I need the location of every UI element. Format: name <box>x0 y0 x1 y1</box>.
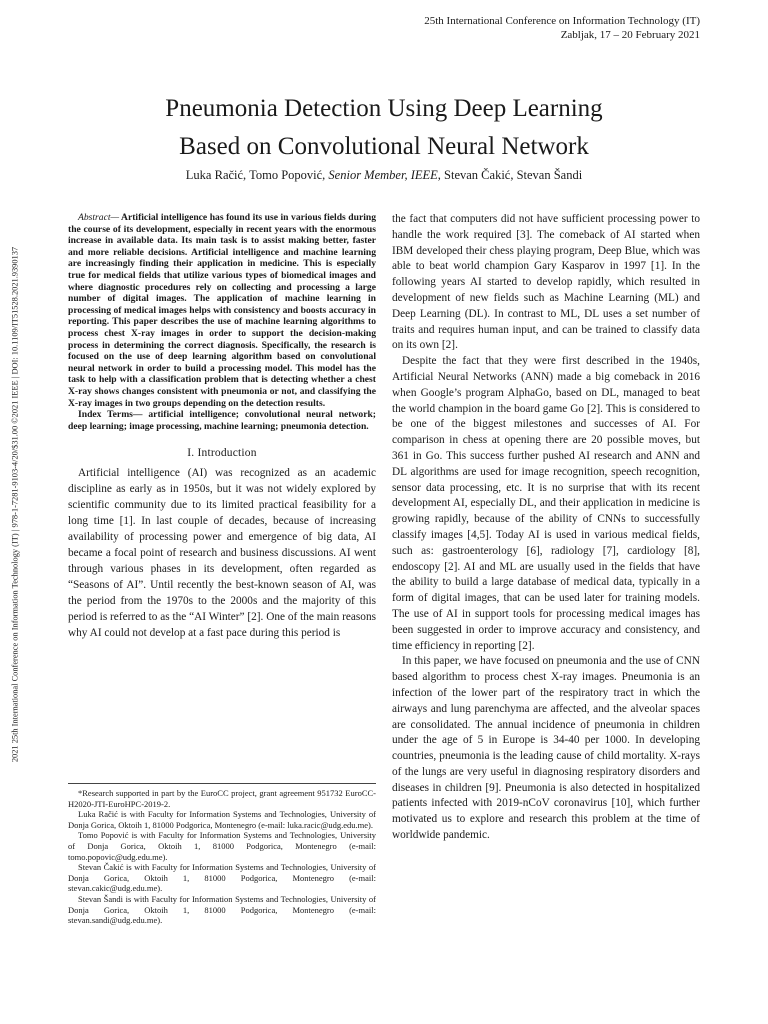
body-paragraph-1: the fact that computers did not have sufficient processing power to handle the work required [3]. The comeback of AI started when IBM developed their chess playing program, Deep Blue, which was able to beat world champion Gary Kasparov in 1997 [1]. In the following years AI started to develop rapidly, which resulted in development of new fields such as Machine Learning (ML) and Deep Learning (DL). In contrast to ML, DL uses a set number of traits and requires human input, and can be trained to classify data on its own [2]. <box>392 213 700 352</box>
abstract <box>68 212 376 409</box>
conference-header <box>424 14 700 42</box>
intro-paragraph-1: Artificial intelligence (AI) was recognized as an academic discipline as early as in 1950s, but it was not widely explored by scientific community due to its limited practical feasibility for a long time [1]. In last couple of decades, because of increasing availability of processing power and emergence of big data, AI became a focal point of research and business discussions. AI went through various phases in its development, often regarded as “Seasons of AI”. Until recently the best-known season of AI, was the period from the 1970s to the 2000s and the majority of this period is referred to as the “AI Winter” [2]. One of the main reasons why AI could not develop at a fast pace during this period is <box>68 466 376 639</box>
abstract-label: Abstract— <box>78 212 120 223</box>
footnote-funding: *Research supported in part by the EuroCC project, grant agreement 951732 EuroCC-H2020-JTI-EuroHPC-2019-2. <box>68 788 376 809</box>
doi-sidebar-text: 2021 25th International Conference on Information Technology (IT) | 978-1-7281-9103-4/20/$31.00 ©2021 IEEE | DOI: 10.1109/IT51528.2021.9390137 <box>10 246 20 763</box>
authors-part-2: , Stevan Čakić, Stevan Šandi <box>437 168 583 182</box>
footnote-author-3: Stevan Čakić is with Faculty for Information Systems and Technologies, University of Donja Gorica, Oktoih 1, 81000 Podgorica, Montenegro (e-mail: stevan.cakic@udg.edu.me). <box>68 862 376 894</box>
author-list <box>0 168 768 183</box>
body-paragraph-2: Despite the fact that they were first described in the 1940s, Artificial Neural Networks (ANN) made a big comeback in 2016 when Google’s program AlphaGo, based on DL, managed to beat the world champion in the board game Go [2]. This is considered to be one of the biggest milestones and successes of AI. For comparison in chess at opening there are 20 possible moves, but 361 in Go. This success further pushed AI research and ANN and DL algorithms are used for image recognition, speech recognition, sensor data processing, etc. It is no surprise that with its recent development AI, especially DL, and their application in medicine is growing rapidly, because of the ability of CNNs to successfully classify images [4,5]. Today AI is used in various medical fields, such as: gastroenterology [6], radiology [7], cardiology [8], endoscopy [2]. AI and ML are usually used in the fields that have the ability to build a large database of medical data, typically in a form of digital images, that can be used later for training models. The use of AI in support tools for processing medical images has been suggested in order to improve accuracy and consistency, and time efficiency in reporting [2]. <box>392 355 700 652</box>
footnote-author-2: Tomo Popović is with Faculty for Information Systems and Technologies, University of Donja Gorica, Oktoih 1, 81000 Podgorica, Montenegro (e-mail: tomo.popovic@udg.edu.me). <box>68 830 376 862</box>
title-line-2: Based on Convolutional Neural Network <box>179 133 589 160</box>
abstract-text: Artificial intelligence has found its use in various fields during the course of its development, especially in recent years with the enormous increase in available data. Its main task is to assist making better, faster and more reliable decisions. Artificial intelligence and machine learning are increasingly finding their application in medicine. This is especially true for medical fields that utilize various types of biomedical images and where diagnostic procedures rely on collecting and processing a large number of digital images. The application of machine learning in processing of medical images helps with consistency and boosts accuracy in reporting. This paper describes the use of machine learning algorithms to process chest X-ray images in order to support the decision-making process in determining the correct diagnosis. Specifically, the research is focused on the use of deep learning algorithm based on convolutional neural network in order to build a processing model. This model has the task to help with a classification problem that is detecting whether a chest X-ray shows changes consistent with pneumonia or not, and classifying the X-ray images in two groups depending on the detection results. <box>68 212 376 409</box>
title-line-1: Pneumonia Detection Using Deep Learning <box>165 95 603 122</box>
footnote-author-4: Stevan Šandi is with Faculty for Information Systems and Technologies, University of Donja Gorica, Oktoih 1, 81000 Podgorica, Montenegro (e-mail: stevan.sandi@udg.edu.me). <box>68 893 376 926</box>
body-paragraph-3: In this paper, we have focused on pneumonia and the use of CNN based algorithm to process chest X-ray images. Pneumonia is an infection of the lower part of the respiratory tract in which the airways and lung parenchyma are affected, and the alveolar spaces are consolidated. The annual incidence of pneumonia in children under the age of 5 in Europe is 34-40 per 1000. In developing countries, pneumonia is the leading cause of child mortality. X-rays of the lungs are very useful in diagnosing respiratory disorders and diseases in children [9]. Pneumonia is also detected in hospitalized patients infected with 2019-nCoV coronavirus [10], which further motivated us to explore and research this problem at the time of worldwide pandemic. <box>392 655 700 842</box>
authors-part-1: Luka Račić, Tomo Popović, <box>185 168 329 182</box>
paper-title <box>0 90 768 166</box>
conference-location-date: Zabljak, 17 – 20 February 2021 <box>560 29 700 41</box>
left-column <box>68 212 376 641</box>
conference-name: 25th International Conference on Information Technology (IT) <box>424 15 700 27</box>
index-terms: Index Terms— artificial intelligence; convolutional neural network; deep learning; image processing, machine learning; pneumonia detection. <box>68 409 376 432</box>
introduction-body <box>68 465 376 641</box>
footnotes <box>68 783 376 926</box>
section-heading-introduction: I. Introduction <box>187 447 257 460</box>
author-role: Senior Member, IEEE <box>328 168 438 182</box>
footnote-author-1: Luka Račić is with Faculty for Information Systems and Technologies, University of Donja Gorica, Oktoih 1, 81000 Podgorica, Montenegro (e-mail: luka.racic@udg.edu.me). <box>68 809 376 830</box>
right-column <box>392 212 700 844</box>
